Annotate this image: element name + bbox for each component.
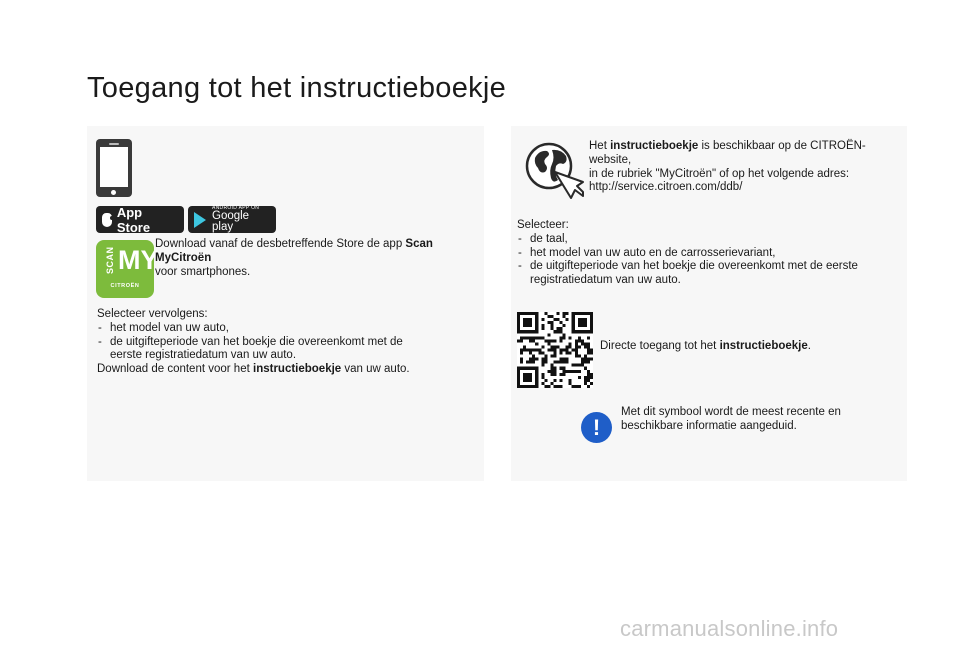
list-item: - de uitgifteperiode van het boekje die overeenkomt met de eerste registratiedatum van uw auto. [97,336,437,364]
info-exclamation-icon: ! [581,412,612,443]
select-intro: Selecteer: [517,219,569,231]
globe-cursor-icon [525,140,583,202]
list-item: - de uitgifteperiode van het boekje die overeenkomt met de eerste registratiedatum van uw auto. [517,260,897,288]
google-play-icon [194,212,206,228]
list-item: - de taal, [517,233,897,247]
google-play-badge[interactable] [188,206,276,233]
list-item: - het model van uw auto, [97,322,437,336]
app-store-label: App Store [116,204,151,235]
google-play-small-label: ANDROID APP ON [212,204,260,211]
download-content-text: Download de content voor het instructieboekje van uw auto. [97,363,410,376]
scan-my-citroen-app-icon: SCAN MY CITROËN [96,240,154,298]
right-instructions [517,219,897,288]
website-url[interactable]: http://service.citroen.com/ddb/ [589,181,743,194]
page-title: Toegang tot het instructieboekje [87,72,507,104]
app-store-badge[interactable] [96,206,184,233]
apple-icon [102,213,112,227]
qr-access-text: Directe toegang tot het instructieboekje. [600,340,811,352]
download-app-text: Download vanaf de desbetreffende Store de app Scan MyCitroën voor smartphones. [155,238,433,278]
qr-code-icon[interactable] [517,312,593,388]
smartphone-icon [96,139,132,197]
google-play-label: Google play [212,209,250,233]
list-item: - het model van uw auto en de carrosserievariant, [517,247,897,261]
steps-intro: Selecteer vervolgens: [97,308,208,320]
app-name: Scan MyCitroën [155,238,433,264]
info-symbol-text: Met dit symbool wordt de meest recente en beschikbare informatie aangeduid. [621,406,841,432]
watermark: carmanualsonline.info [620,616,839,641]
left-panel [87,126,484,481]
website-info-text: Het instructieboekje is beschikbaar op de CITROËN-website, in de rubriek "MyCitroën" of op het volgende adres: http://service.citroen.com/ddb/ [589,140,866,194]
steps-list [97,322,437,363]
left-instructions [97,308,437,377]
right-panel [511,126,907,481]
select-list [517,233,897,288]
